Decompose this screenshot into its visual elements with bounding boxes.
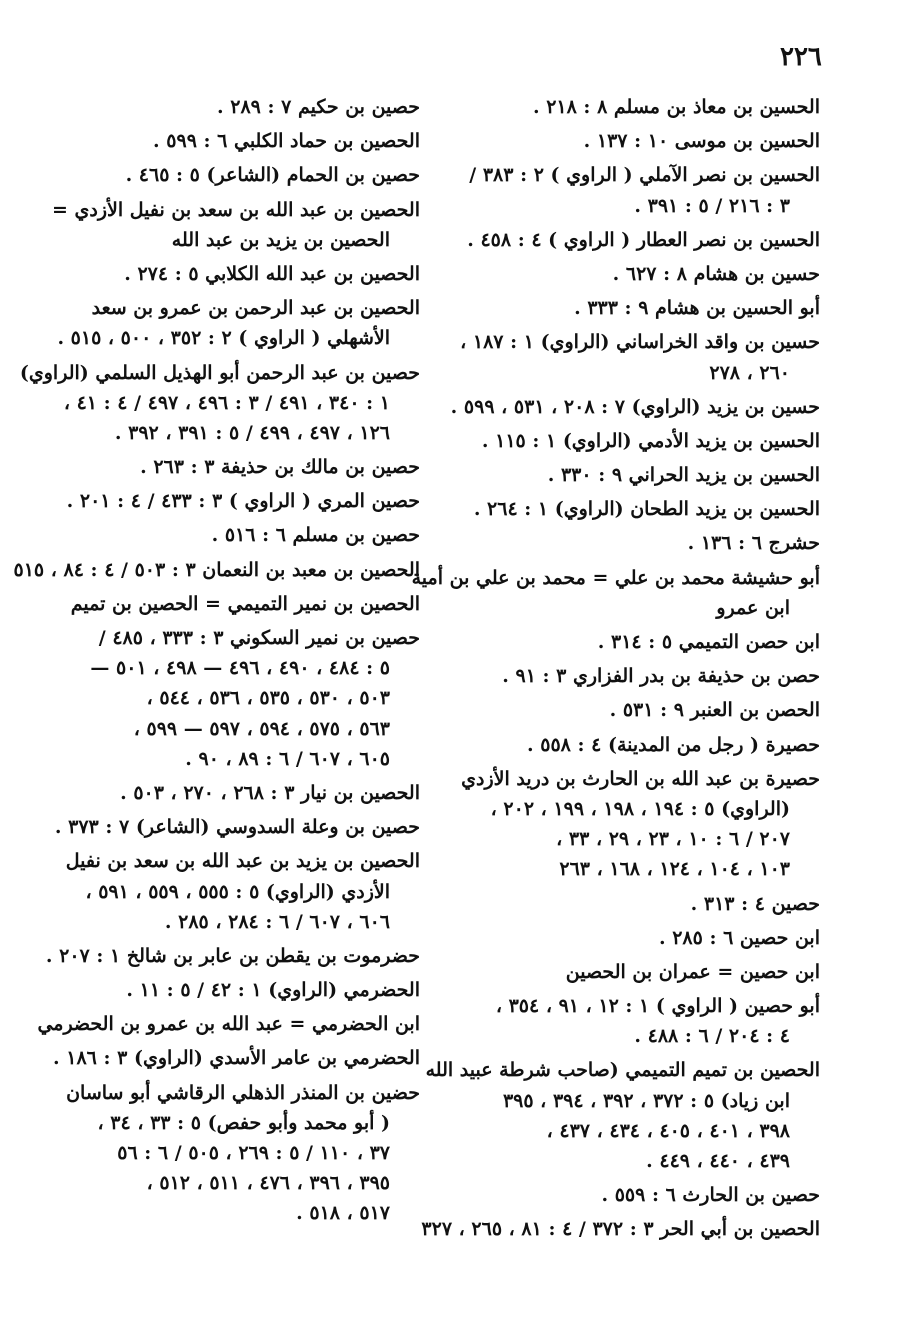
index-entry: الحضرمي (الراوي) ١ : ٤٢ / ٥ : ١١ .	[126, 979, 420, 1002]
index-entry: الحسين بن موسى ١٠ : ١٣٧ .	[583, 130, 820, 153]
index-entry-continuation: ١٢٦ ، ٤٩٧ ، ٤٩٩ / ٥ : ٣٩١ ، ٣٩٢ .	[114, 421, 390, 444]
index-column-left	[13, 88, 420, 1303]
index-entry-continuation: ابن زياد) ٥ : ٣٧٢ ، ٣٩٢ ، ٣٩٤ ، ٣٩٥	[502, 1089, 790, 1112]
page-number: ٢٢٦	[780, 42, 822, 72]
index-entry-continuation: ٤ : ٢٠٤ / ٦ : ٤٨٨ .	[634, 1025, 790, 1048]
index-entry: حسين بن يزيد (الراوي) ٧ : ٢٠٨ ، ٥٣١ ، ٥٩٩ .	[450, 395, 820, 418]
index-entry-continuation: ابن عمرو	[716, 596, 790, 619]
index-entry: الحسين بن نصر العطار ( الراوي ) ٤ : ٤٥٨ .	[467, 228, 820, 251]
index-entry: الحسين بن يزيد الطحان (الراوي) ١ : ٢٦٤ .	[473, 498, 820, 521]
index-entry: الحصين بن معبد بن النعمان ٣ : ٥٠٣ / ٤ : ٨٤ ، ٥١٥	[13, 558, 420, 581]
index-entry-continuation: ٥٦٣ ، ٥٧٥ ، ٥٩٤ ، ٥٩٧ — ٥٩٩ ،	[133, 717, 390, 740]
index-entry: الحسين بن نصر الآملي ( الراوي ) ٢ : ٣٨٣ /	[469, 164, 820, 187]
index-entry-continuation: الحصين بن يزيد بن عبد الله	[171, 228, 390, 251]
index-entry-continuation: ٣٩٨ ، ٤٠١ ، ٤٠٥ ، ٤٣٤ ، ٤٣٧ ،	[546, 1119, 790, 1142]
index-entry-continuation: ١ : ٣٤٠ ، ٤٩١ / ٣ : ٤٩٦ ، ٤٩٧ / ٤ : ٤١ ،	[63, 391, 390, 414]
index-entry: حصين بن الحمام (الشاعر) ٥ : ٤٦٥ .	[125, 164, 420, 187]
index-entry-continuation: ٦٠٥ ، ٦٠٧ / ٦ : ٨٩ ، ٩٠ .	[185, 747, 390, 770]
index-entry-continuation: ٥٠٣ ، ٥٣٠ ، ٥٣٥ ، ٥٣٦ ، ٥٤٤ ،	[146, 687, 390, 710]
index-entry: أبو الحسين بن هشام ٩ : ٣٣٣ .	[574, 297, 820, 320]
index-entry: حصين بن حكيم ٧ : ٢٨٩ .	[217, 96, 420, 118]
index-entry-continuation: ٣ : ٢١٦ / ٥ : ٣٩١ .	[634, 194, 790, 217]
index-entry: حصين بن عبد الرحمن أبو الهذيل السلمي (الراوي)	[19, 361, 420, 384]
index-entry: الحصين بن نمير التميمي = الحصين بن تميم	[70, 592, 420, 615]
index-entry: الحصين بن تميم التميمي (صاحب شرطة عبيد الله	[425, 1059, 820, 1082]
index-entry-continuation: ١٠٣ ، ١٠٤ ، ١٢٤ ، ١٦٨ ، ٢٦٣	[559, 858, 790, 881]
index-entry: ابن حصن التميمي ٥ : ٣١٤ .	[597, 631, 820, 653]
index-entry: حصين بن مالك بن حذيفة ٣ : ٢٦٣ .	[140, 456, 420, 479]
index-entry: الحسين بن يزيد الحراني ٩ : ٣٣٠ .	[547, 464, 820, 487]
index-entry: حصيرة ( رجل من المدينة) ٤ : ٥٥٨ .	[527, 733, 820, 756]
index-entry: حصين ٤ : ٣١٣ .	[690, 892, 820, 915]
index-entry-continuation: ٣٧ ، ١١٠ / ٥ : ٢٦٩ ، ٥٠٥ / ٦ : ٥٦	[117, 1142, 390, 1164]
index-entry-continuation: ٤٣٩ ، ٤٤٠ ، ٤٤٩ .	[646, 1150, 790, 1172]
index-entry: الحصين بن عبد الله الكلابي ٥ : ٢٧٤ .	[124, 262, 420, 285]
index-entry-continuation: الأشهلي ( الراوي ) ٢ : ٣٥٢ ، ٥٠٠ ، ٥١٥ .	[57, 327, 390, 350]
index-entry: حسين بن واقد الخراساني (الراوي) ١ : ١٨٧ ،	[460, 331, 820, 354]
index-entry: الحصين بن حماد الكلبي ٦ : ٥٩٩ .	[153, 130, 420, 153]
index-entry-continuation: الأزدي (الراوي) ٥ : ٥٥٥ ، ٥٥٩ ، ٥٩١ ،	[85, 880, 390, 903]
index-entry: حصين بن وعلة السدوسي (الشاعر) ٧ : ٣٧٣ .	[54, 816, 420, 839]
index-entry-continuation: ٣٩٥ ، ٣٩٦ ، ٤٧٦ ، ٥١١ ، ٥١٢ ،	[146, 1172, 390, 1195]
index-entry: أبو حشيشة محمد بن علي = محمد بن علي بن أمية	[411, 566, 820, 589]
index-entry-continuation: ٢٦٠ ، ٢٧٨	[709, 361, 790, 384]
index-entry: الحصين بن أبي الحر ٣ : ٣٧٢ / ٤ : ٨١ ، ٢٦٥ ، ٣٢٧	[421, 1218, 820, 1241]
index-entry: حصين بن الحارث ٦ : ٥٥٩ .	[601, 1184, 820, 1207]
index-entry: الحصين بن عبد الله بن سعد بن نفيل الأزدي =	[51, 198, 420, 221]
index-entry: حسين بن هشام ٨ : ٦٢٧ .	[612, 262, 820, 285]
index-entry: الحصين بن يزيد بن عبد الله بن سعد بن نفيل	[65, 850, 420, 873]
index-entry-continuation: ٥١٧ ، ٥١٨ .	[296, 1202, 390, 1225]
index-entry: ابن حصين ٦ : ٢٨٥ .	[658, 926, 820, 949]
index-entry-continuation: ٢٠٧ / ٦ : ١٠ ، ٢٣ ، ٢٩ ، ٣٣ ،	[556, 828, 790, 851]
index-entry: الحضرمي بن عامر الأسدي (الراوي) ٣ : ١٨٦ .	[53, 1047, 420, 1070]
index-entry: حشرج ٦ : ١٣٦ .	[687, 532, 820, 555]
index-entry: حضرموت بن يقطن بن عابر بن شالخ ١ : ٢٠٧ .	[45, 944, 420, 967]
index-entry: الحصن بن العنبر ٩ : ٥٣١ .	[609, 699, 820, 722]
index-column-right	[411, 88, 820, 1303]
index-entry: الحسين بن معاذ بن مسلم ٨ : ٢١٨ .	[532, 96, 820, 118]
index-entry: الحصين بن عبد الرحمن بن عمرو بن سعد	[91, 297, 420, 320]
index-entry: حصيرة بن عبد الله بن الحارث بن دريد الأزدي	[461, 767, 820, 790]
index-entry: حضين بن المنذر الذهلي الرقاشي أبو ساسان	[66, 1081, 420, 1104]
index-entry: حصين بن نمير السكوني ٣ : ٣٣٣ ، ٤٨٥ /	[98, 627, 420, 649]
index-entry: ابن الحضرمي = عبد الله بن عمرو بن الحضرمي	[37, 1013, 420, 1036]
index-entry-continuation: (الراوي) ٥ : ١٩٤ ، ١٩٨ ، ١٩٩ ، ٢٠٢ ،	[490, 797, 790, 820]
index-entry: الحسين بن يزيد الأدمي (الراوي) ١ : ١١٥ .	[481, 429, 820, 452]
index-entry: أبو حصين ( الراوي ) ١ : ١٢ ، ٩١ ، ٣٥٤ ،	[495, 995, 820, 1018]
index-entry-continuation: ( أبو محمد وأبو حفص) ٥ : ٣٣ ، ٣٤ ،	[97, 1111, 390, 1134]
index-entry: حصين بن مسلم ٦ : ٥١٦ .	[211, 524, 420, 547]
index-entry: حصين المري ( الراوي ) ٣ : ٤٣٣ / ٤ : ٢٠١ .	[66, 490, 420, 513]
index-entry-continuation: ٥ : ٤٨٤ ، ٤٩٠ ، ٤٩٦ — ٤٩٨ ، ٥٠١ —	[90, 657, 390, 680]
index-entry: ابن حصين = عمران بن الحصين	[565, 960, 820, 983]
index-entry: الحصين بن نيار ٣ : ٢٦٨ ، ٢٧٠ ، ٥٠٣ .	[120, 781, 420, 804]
index-entry-continuation: ٦٠٦ ، ٦٠٧ / ٦ : ٢٨٤ ، ٢٨٥ .	[164, 910, 390, 933]
index-entry: حصن بن حذيفة بن بدر الفزاري ٣ : ٩١ .	[502, 665, 820, 688]
